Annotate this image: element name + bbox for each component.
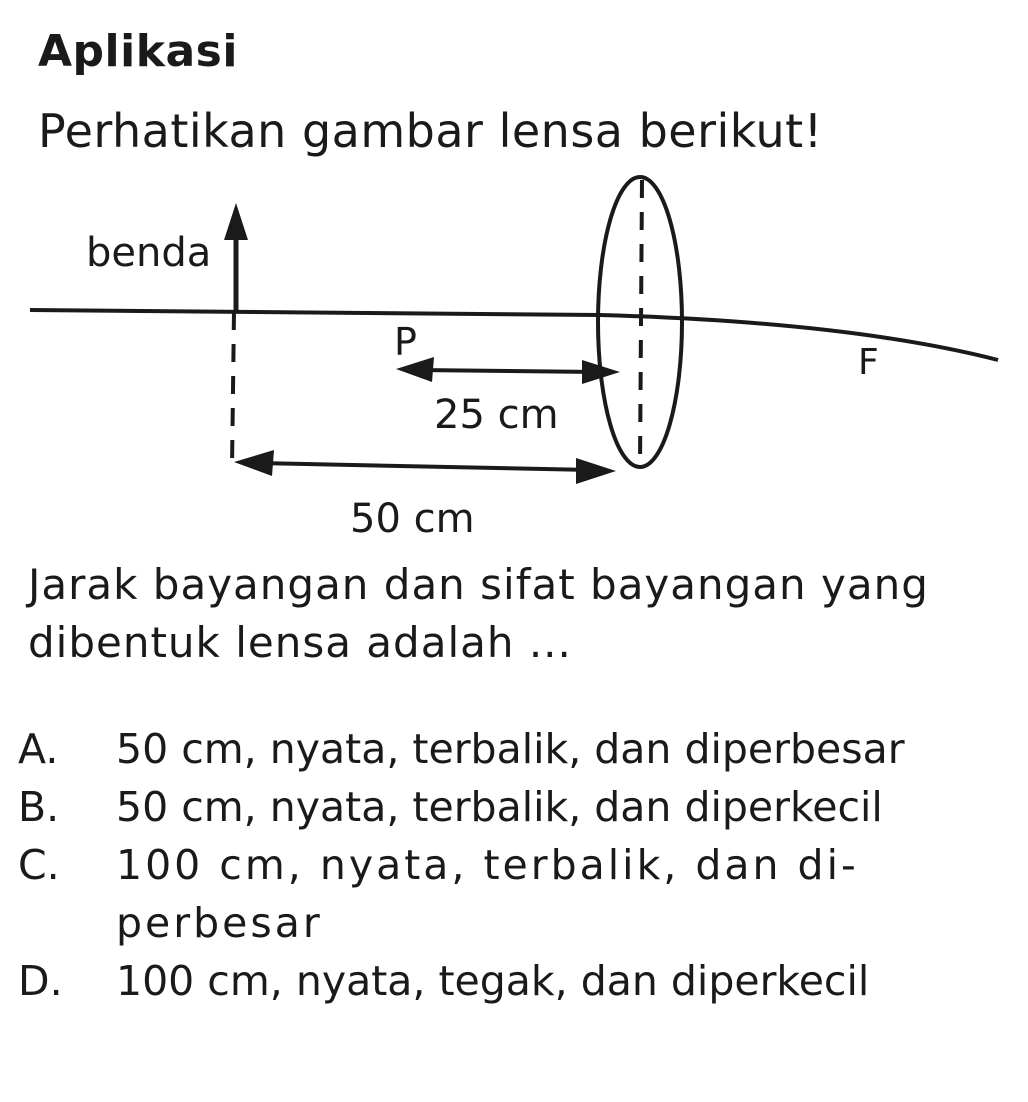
intro-text: Perhatikan gambar lensa berikut!: [38, 104, 823, 158]
option-letter: D.: [18, 957, 63, 1005]
answer-options: [18, 720, 1018, 1010]
option-a: [18, 720, 1018, 778]
distance-p-label: 25 cm: [434, 392, 559, 438]
distance-p-arrow: [418, 370, 598, 372]
option-letter: C.: [18, 841, 60, 889]
distance-object-left-arrowhead: [234, 450, 274, 476]
option-text: 50 cm, nyata, terbalik, dan diperbesar: [116, 725, 905, 773]
option-text: 100 cm, nyata, terbalik, dan di-perbesar: [116, 841, 859, 947]
distance-object-label: 50 cm: [350, 496, 475, 542]
option-text: 50 cm, nyata, terbalik, dan diperkecil: [116, 783, 883, 831]
distance-object-arrow: [258, 463, 592, 470]
option-letter: A.: [18, 725, 59, 773]
option-text: 100 cm, nyata, tegak, dan diperkecil: [116, 957, 870, 1005]
lens-diagram: [0, 160, 1028, 550]
focus-label: F: [858, 342, 879, 383]
option-c: [18, 836, 1018, 952]
option-letter: B.: [18, 783, 60, 831]
option-d: [18, 952, 1018, 1010]
principal-axis: [30, 310, 998, 360]
lens-center-dashed-line: [640, 180, 642, 466]
object-label: benda: [86, 230, 212, 276]
question-text: Jarak bayangan dan sifat bayangan yang dibentuk lensa adalah ...: [28, 560, 929, 667]
section-title: Aplikasi: [38, 26, 238, 77]
point-p-label: P: [394, 320, 417, 364]
object-dashed-line: [232, 312, 234, 468]
distance-object-right-arrowhead: [576, 458, 616, 484]
option-b: [18, 778, 1018, 836]
object-arrowhead: [224, 203, 248, 240]
